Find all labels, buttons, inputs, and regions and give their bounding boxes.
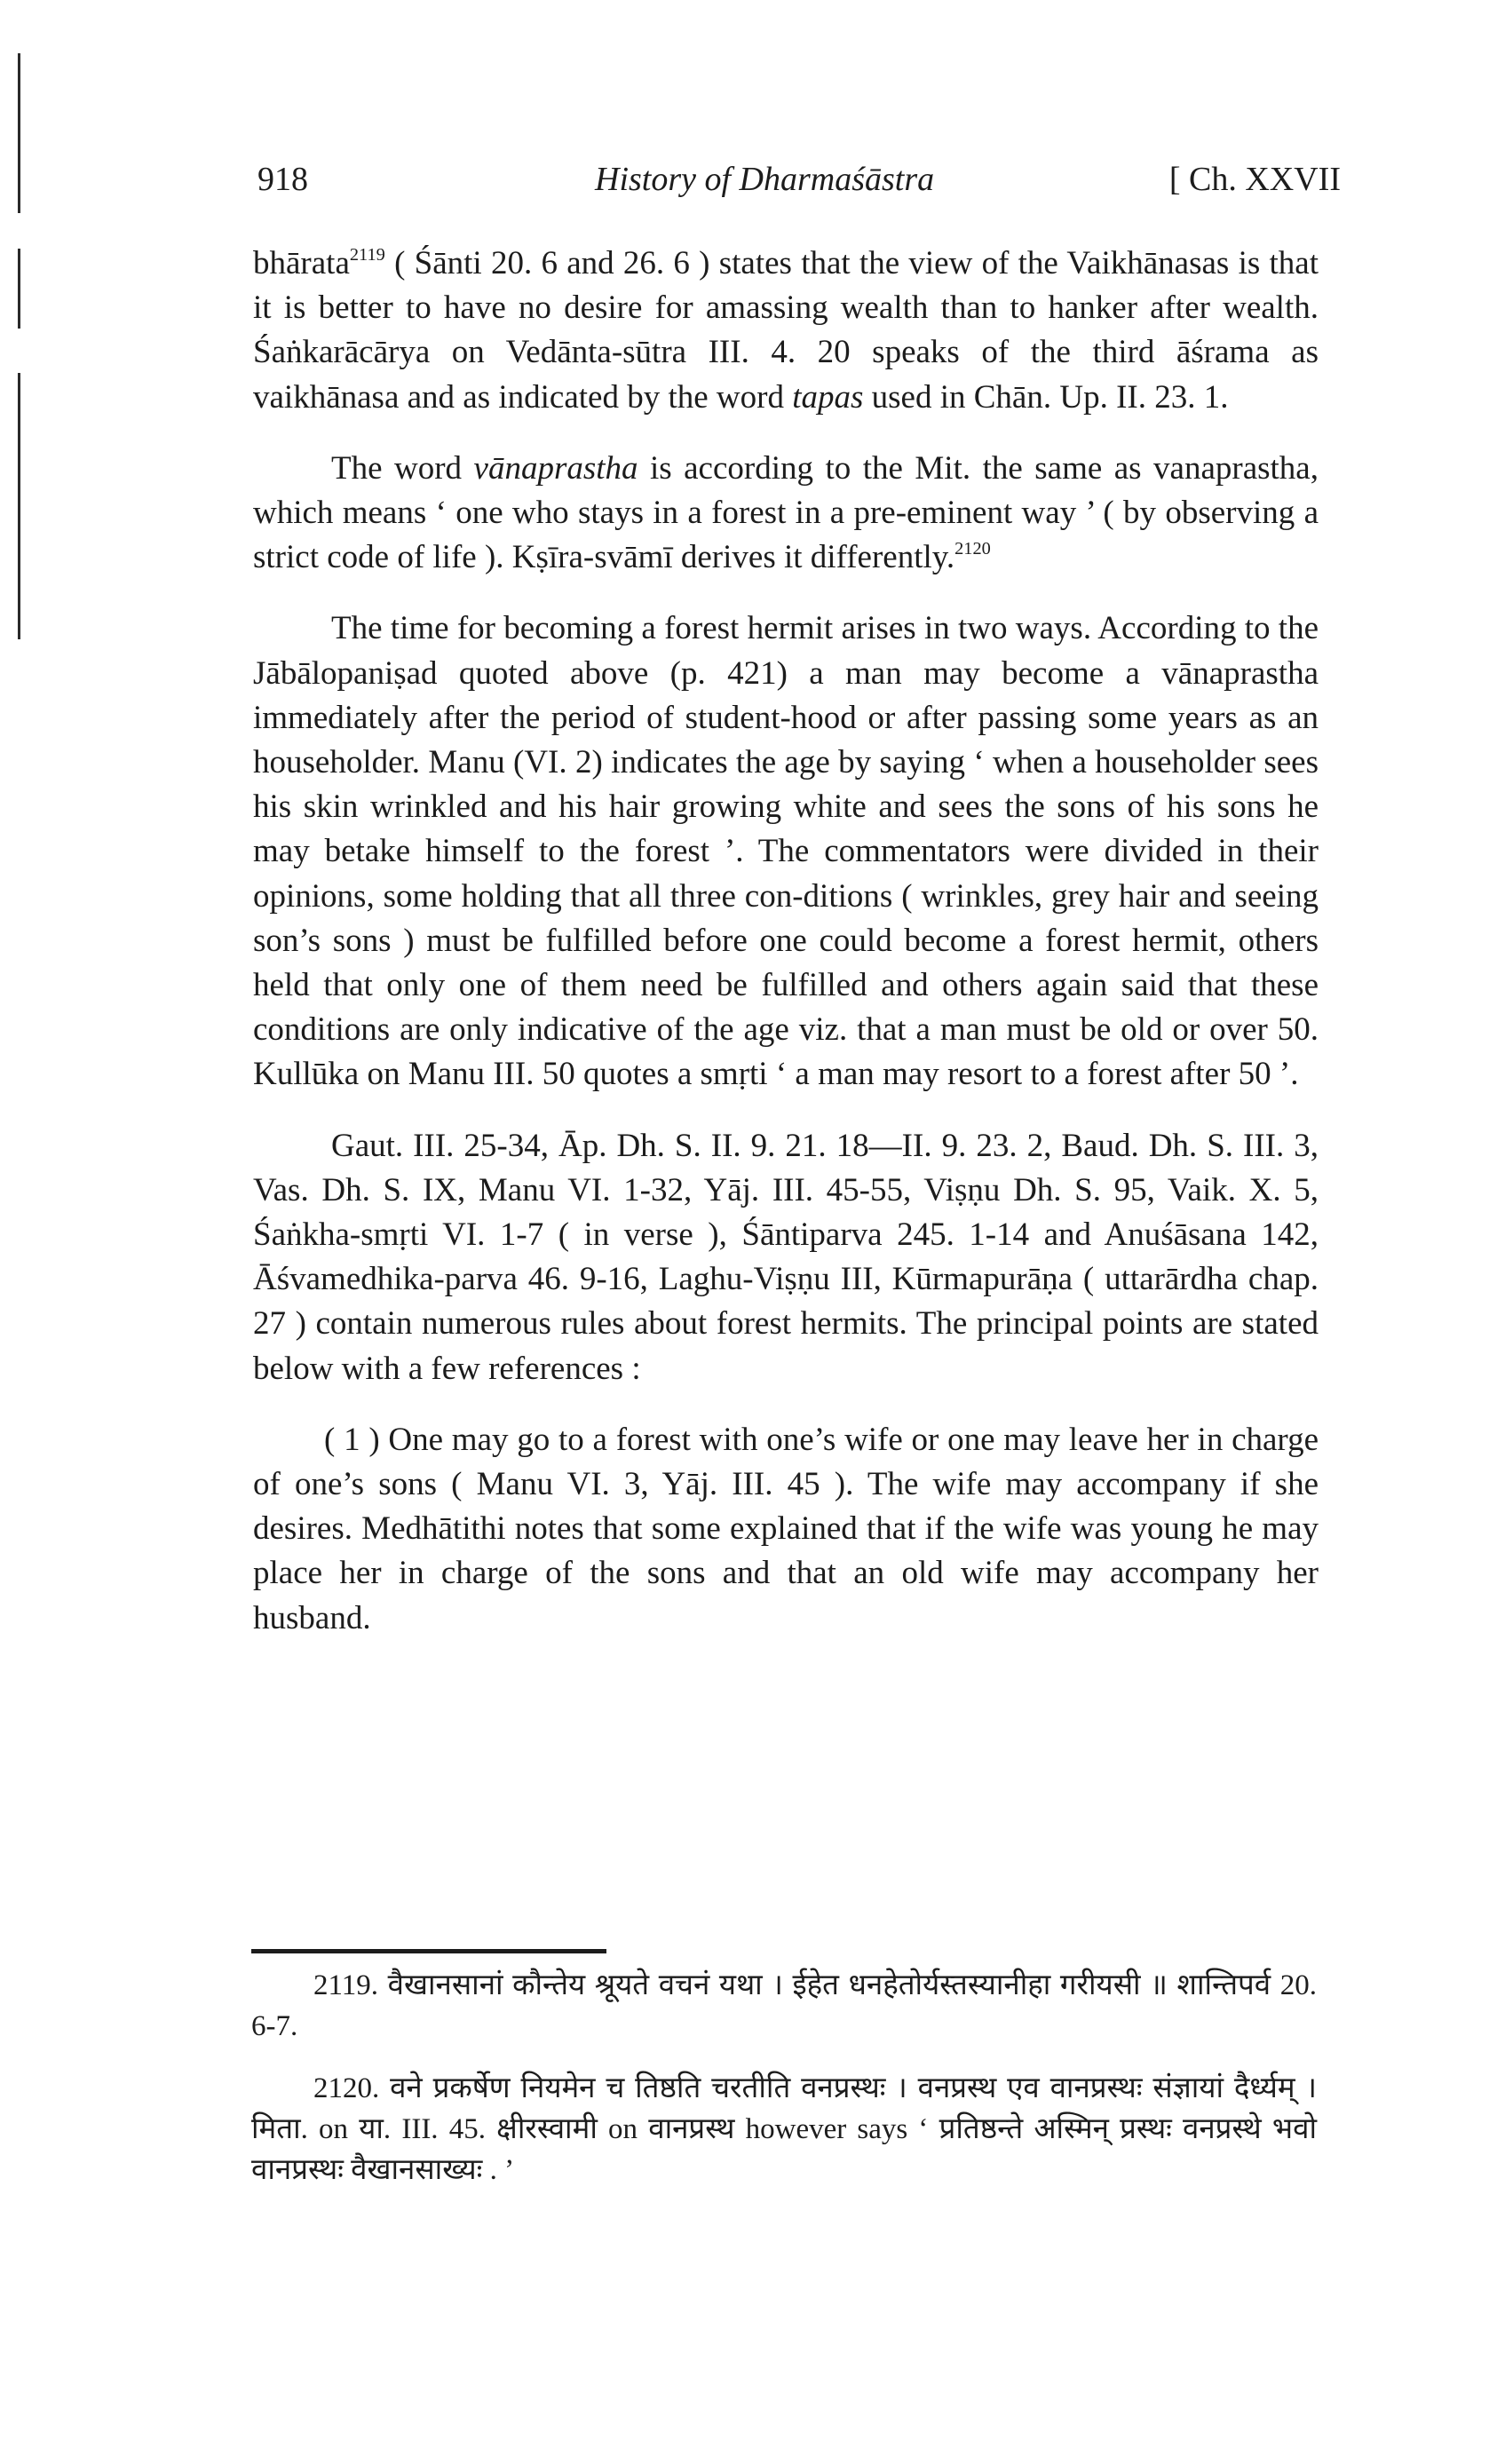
paragraph-2	[253, 447, 1319, 581]
footnote-2120: 2120. वने प्रकर्षेण नियमेन च तिष्ठति चरतीति वनप्रस्थः । वनप्रस्थ एव वानप्रस्थः संज्ञायां दैर्ध्यम् । मिता. on या. III. 45. क्षीरस्वामी on वानप्रस्थ however says ‘ प्रतिष्ठन्ते अस्मिन् प्रस्थः वनप्रस्थे भवो वानप्रस्थः वैखानसाख्यः . ’	[251, 2072, 1317, 2186]
paragraph-1-text-b: ( Śānti 20. 6 and 26. 6 ) states that the view of the Vaikhānasas is that it is better to have no desire for amassing wealth than to hanker after wealth. Śaṅkarācārya on Vedānta-sūtra III. 4. 20 speaks of the third āśrama as vaikhānasa and as indicated by the word	[253, 245, 1319, 416]
scan-edge-lower	[18, 373, 20, 639]
paragraph-5: ( 1 ) One may go to a forest with one’s wife or one may leave her in charge of one’s sons ( Manu VI. 3, Yāj. III. 45 ). The wife may accompany if she desires. Medhātithi notes that some explained that if the wife was young he may place her in charge of the sons and that an old wife may accompany her husband.	[253, 1421, 1319, 1636]
footnote-ref-2119: 2119	[349, 244, 385, 265]
running-header	[257, 160, 1341, 213]
page-number: 918	[257, 161, 308, 198]
footnote-ref-2120: 2120	[954, 538, 991, 559]
paragraph-3: The time for becoming a forest hermit arises in two ways. According to the Jābālopaniṣad quoted above (p. 421) a man may become a vānaprastha immediately after the period of student-hood or after passing some years as an householder. Manu (VI. 2) indicates the age by saying ‘ when a householder sees his skin wrinkled and his hair growing white and sees the sons of his sons he may betake himself to the forest ’. The commentators were divided in their opinions, some holding that all three con-ditions ( wrinkles, grey hair and seeing son’s sons ) must be fulfilled before one could become a forest hermit, others held that only one of them need be fulfilled and others again said that these conditions are only indicative of the age viz. that a man must be old or over 50. Kullūka on Manu III. 50 quotes a smṛti ‘ a man may resort to a forest after 50 ’.	[253, 610, 1319, 1093]
scan-edge-mid	[18, 249, 20, 329]
footnote-2119: 2119. वैखानसानां कौन्तेय श्रूयते वचनं यथा । ईहेत धनहेतोर्यस्तस्यानीहा गरीयसी ॥ शान्तिपर्व 20. 6-7.	[251, 1969, 1317, 2042]
paragraph-1-text-a: bhārata	[253, 245, 350, 281]
footnote-divider	[251, 1949, 606, 1953]
footnotes	[251, 1965, 1317, 2212]
paragraph-1	[253, 242, 1319, 420]
paragraph-2-text-b: is according to the Mit. the same as vanaprastha, which means ‘ one who stays in a forest in a pre-eminent way ’ ( by observing a strict code of life ). Kṣīra-svāmī derives it differently.	[253, 449, 1319, 576]
chapter-label: [ Ch. XXVII	[1168, 161, 1341, 198]
scan-edge-upper	[18, 53, 20, 213]
paragraph-1-emphasis: tapas	[792, 378, 864, 416]
body-text	[253, 242, 1319, 1668]
paragraph-2-text-a: The word	[331, 449, 474, 487]
paragraph-2-emphasis: vānaprastha	[473, 449, 638, 487]
running-title: History of Dharmaśāstra	[595, 161, 935, 198]
paragraph-1-text-c: used in Chān. Up. II. 23. 1.	[863, 378, 1229, 416]
paragraph-4: Gaut. III. 25-34, Āp. Dh. S. II. 9. 21. 18—II. 9. 23. 2, Baud. Dh. S. III. 3, Vas. Dh. S. IX, Manu VI. 1-32, Yāj. III. 45-55, Viṣṇu Dh. S. 95, Vaik. X. 5, Śaṅkha-smṛti VI. 1-7 ( in verse ), Śāntiparva 245. 1-14 and Anuśāsana 142, Āśvamedhika-parva 46. 9-16, Laghu-Viṣṇu III, Kūrmapurāṇa ( uttarārdha chap. 27 ) contain numerous rules about forest hermits. The principal points are stated below with a few references :	[253, 1127, 1319, 1387]
